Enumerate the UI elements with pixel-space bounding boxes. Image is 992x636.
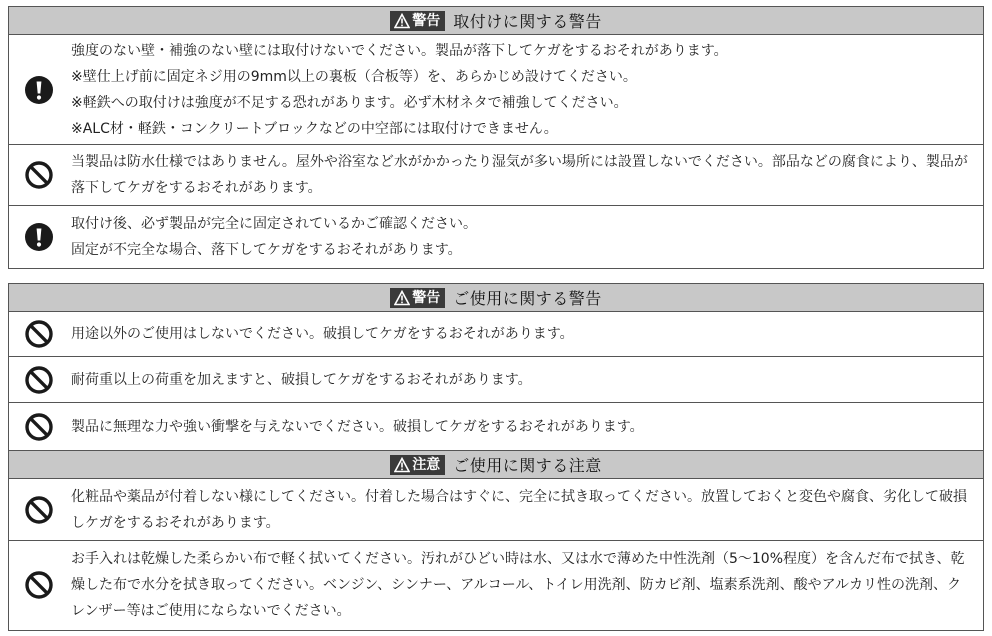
warning-note-line: ※壁仕上げ前に固定ネジ用の9mm以上の裏板（合板等）を、あらかじめ設けてください。 [71,68,637,85]
warning-badge-label: 警告 [412,12,441,29]
warning-note-line: ※ALC材・軽鉄・コンクリートブロックなどの中空部には取付けできません。 [71,120,558,137]
usage-warning-panel [8,283,984,451]
install-warning-header [9,7,983,35]
section-title: ご使用に関する警告 [453,289,602,308]
warning-triangle-icon [394,13,410,29]
prohibition-icon [24,412,54,442]
section-title: ご使用に関する注意 [453,456,602,475]
prohibition-icon [24,160,54,190]
warning-text [69,206,983,268]
icon-cell [9,365,69,395]
warning-paragraph: 製品に無理な力や強い衝撃を与えないでください。破損してケガをするおそれがあります。 [71,418,644,435]
warning-row [9,357,983,403]
warning-badge-label: 警告 [412,289,441,306]
warning-text [69,144,983,206]
warning-note-line: ※軽鉄への取付けは強度が不足する恐れがあります。必ず木材ネタで補強してください。 [71,94,628,111]
caution-row [9,479,983,541]
warning-line: 強度のない壁・補強のない壁には取付けないでください。製品が落下してケガをするおそれがあります。 [71,42,728,59]
caution-badge-label: 注意 [412,456,441,473]
warning-line: 取付け後、必ず製品が完全に固定されているかご確認ください。 [71,216,477,232]
icon-cell [9,495,69,525]
warning-triangle-icon [394,290,410,306]
icon-cell [9,75,69,105]
caution-text [69,479,983,541]
warning-text [69,362,983,398]
exclamation-icon [24,75,54,105]
caution-paragraph: お手入れは乾燥した柔らかい布で軽く拭いてください。汚れがひどい時は水、又は水で薄めた中性洗剤（5～10%程度）を含んだ布で拭き、乾燥した布で水分を拭き取ってください。ベンジン、シンナー、アルコール、トイレ用洗剤、防カビ剤、塩素系洗剤、酸やアルカリ性の洗剤、クレンザー等はご使用にならないでください。 [71,551,965,619]
warning-paragraph: 耐荷重以上の荷重を加えますと、破損してケガをするおそれがあります。 [71,371,532,388]
caution-badge [390,455,445,475]
caution-row [9,541,983,629]
warning-text [69,409,983,445]
exclamation-icon [24,222,54,252]
caution-paragraph: 化粧品や薬品が付着しない様にしてください。付着した場合はすぐに、完全に拭き取ってください。放置しておくと変色や腐食、劣化して破損しケガをするおそれがあります。 [71,488,967,531]
warning-text [69,33,983,147]
warning-text [69,316,983,352]
usage-warning-header [9,284,983,312]
icon-cell [9,570,69,600]
usage-caution-panel [8,451,984,631]
usage-caution-header [9,451,983,479]
warning-paragraph: 用途以外のご使用はしないでください。破損してケガをするおそれがあります。 [71,326,574,342]
warning-row [9,145,983,206]
warning-line: 固定が不完全な場合、落下してケガをするおそれがあります。 [71,242,462,258]
warning-paragraph: 当製品は防水仕様ではありません。屋外や浴室など水がかかったり湿気が多い場所には設置しないでください。部品などの腐食により、製品が落下してケガをするおそれがあります。 [71,154,968,196]
prohibition-icon [24,319,54,349]
warning-badge [390,11,445,31]
icon-cell [9,160,69,190]
section-title: 取付けに関する警告 [453,12,602,31]
warning-badge [390,288,445,308]
icon-cell [9,319,69,349]
icon-cell [9,222,69,252]
prohibition-icon [24,570,54,600]
warning-row [9,403,983,450]
prohibition-icon [24,495,54,525]
install-warning-panel [8,6,984,269]
prohibition-icon [24,365,54,395]
warning-row [9,35,983,145]
caution-text [69,541,983,629]
warning-row [9,312,983,357]
icon-cell [9,412,69,442]
warning-triangle-icon [394,457,410,473]
warning-row [9,206,983,268]
